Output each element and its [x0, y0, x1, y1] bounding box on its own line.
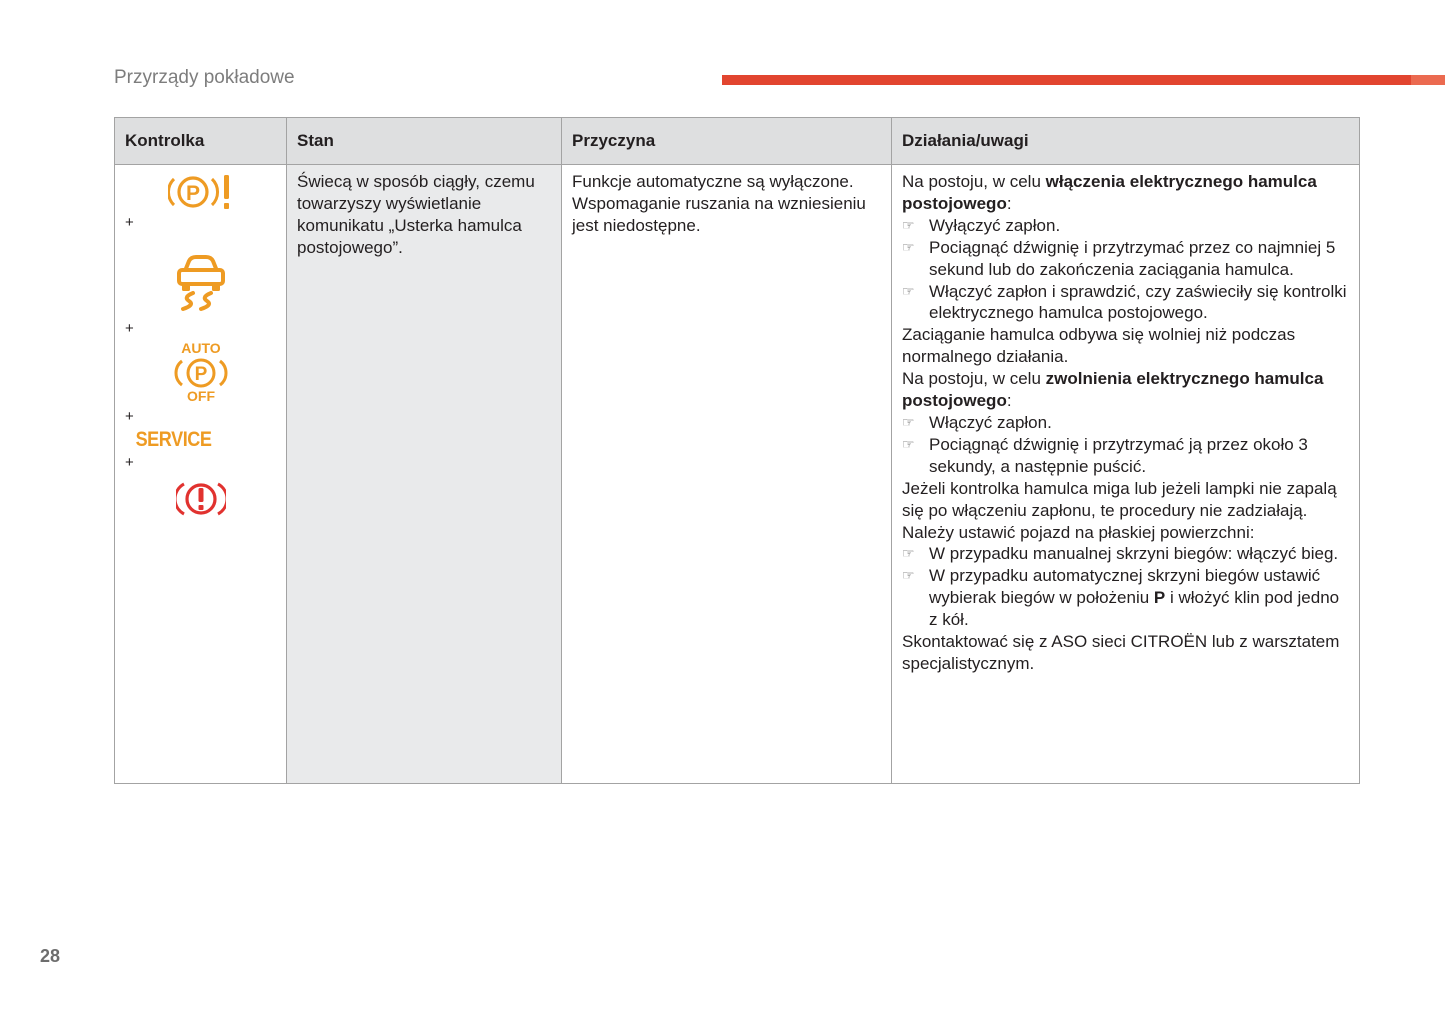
- column-header-kontrolka: Kontrolka: [115, 118, 287, 165]
- column-header-przyczyna: Przyczyna: [562, 118, 892, 165]
- auto-parking-brake-off-icon: [171, 339, 231, 405]
- action-paragraph: Zaciąganie hamulca odbywa się wolniej niż podczas normalnego działania.: [902, 325, 1296, 367]
- off-label: OFF: [186, 388, 215, 404]
- dzialania-cell: [892, 165, 1360, 784]
- list-item: ☞ Wyłączyć zapłon.: [902, 215, 1061, 235]
- stan-text: Świecą w sposób ciągły, czemu towarzyszy wyświetlanie komunikatu „Usterka hamulca postojowego”.: [297, 172, 535, 257]
- warning-lights-table: [114, 117, 1360, 784]
- column-header-dzialania: Działania/uwagi: [892, 118, 1360, 165]
- list-item: ☞ W przypadku manualnej skrzyni biegów: włączyć bieg.: [902, 544, 1339, 564]
- auto-label: AUTO: [180, 340, 221, 356]
- plus-sign: +: [125, 320, 134, 337]
- accent-bar-tip: [1411, 75, 1445, 85]
- pointing-hand-icon: ☞: [902, 435, 915, 452]
- p-letter: P: [194, 364, 207, 385]
- brake-fault-red-icon: [176, 479, 226, 519]
- pointing-hand-icon: ☞: [902, 567, 915, 584]
- action-paragraph: Jeżeli kontrolka hamulca miga lub jeżeli lampki nie zapalą się po włączeniu zapłonu, te procedury nie zadziałają. Należy ustawić pojazd na płaskiej powierzchni:: [902, 478, 1337, 542]
- pointing-hand-icon: ☞: [902, 413, 915, 430]
- table-row: [115, 165, 1360, 784]
- plus-sign: +: [125, 408, 134, 425]
- stan-cell: [287, 165, 562, 784]
- list-item: ☞ Włączyć zapłon i sprawdzić, czy zaświeciły się kontrolki elektrycznego hamulca postojowego.: [902, 281, 1347, 323]
- list-item: ☞ Włączyć zapłon.: [902, 412, 1052, 432]
- list-item: ☞ Pociągnąć dźwignię i przytrzymać przez co najmniej 5 sekund lub do zakończenia zaciągania hamulca.: [902, 237, 1336, 279]
- pointing-hand-icon: ☞: [902, 238, 915, 255]
- action-paragraph: Skontaktować się z ASO sieci CITROËN lub z warsztatem specjalistycznym.: [902, 632, 1340, 673]
- action-paragraph: Na postoju, w celu włączenia elektrycznego hamulca postojowego:: [902, 172, 1317, 213]
- pointing-hand-icon: ☞: [902, 545, 915, 562]
- list-item: ☞ Pociągnąć dźwignię i przytrzymać ją przez około 3 sekundy, a następnie puścić.: [902, 434, 1308, 476]
- action-paragraph: Na postoju, w celu zwolnienia elektrycznego hamulca postojowego:: [902, 369, 1324, 411]
- parking-brake-warning-icon: [168, 171, 234, 213]
- plus-sign: +: [125, 454, 134, 471]
- section-accent-bar: [722, 75, 1445, 85]
- esp-skid-icon: [171, 251, 231, 313]
- przyczyna-cell: [562, 165, 892, 784]
- service-icon: SERVICE: [135, 428, 212, 451]
- indicators-cell: [115, 165, 287, 784]
- pointing-hand-icon: ☞: [902, 282, 915, 299]
- przyczyna-text-1: Funkcje automatyczne są wyłączone.: [572, 172, 854, 191]
- pointing-hand-icon: ☞: [902, 216, 915, 233]
- plus-sign: +: [125, 214, 134, 231]
- column-header-stan: Stan: [287, 118, 562, 165]
- list-item: ☞ W przypadku automatycznej skrzyni biegów ustawić wybierak biegów w położeniu P i włożyć klin pod jedno z kół.: [902, 566, 1340, 630]
- section-title: Przyrządy pokładowe: [114, 67, 295, 88]
- przyczyna-text-2: Wspomaganie ruszania na wzniesieniu jest niedostępne.: [572, 193, 866, 235]
- table-header-row: [115, 118, 1360, 165]
- page-number: 28: [40, 946, 61, 966]
- p-letter: P: [185, 182, 200, 205]
